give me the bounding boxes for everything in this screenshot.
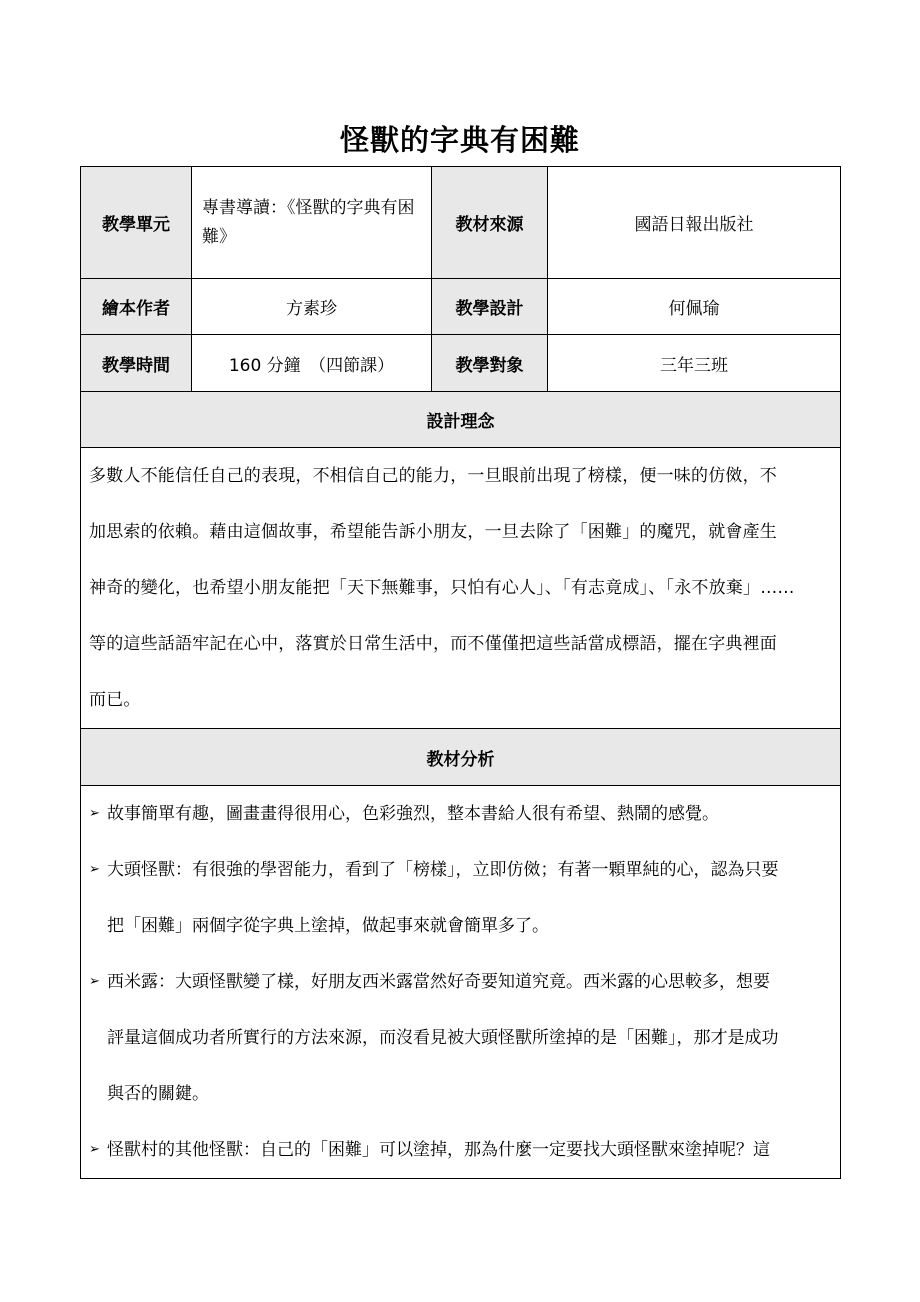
concept-header-row: [81, 392, 841, 448]
list-item: [89, 1122, 832, 1178]
concept-header: 設計理念: [81, 392, 841, 448]
list-item-line: 把「困難」兩個字從字典上塗掉，做起事來就會簡單多了。: [107, 916, 549, 936]
concept-body: [81, 448, 841, 729]
row-author-designer: [81, 279, 841, 335]
author-label: 繪本作者: [81, 279, 192, 335]
target-value: 三年三班: [548, 335, 841, 392]
list-item-line: 大頭怪獸：有很強的學習能力，看到了「榜樣」，立即仿傚；有著一顆單純的心，認為只要: [107, 860, 779, 880]
row-unit-source: [81, 167, 841, 279]
analysis-header: 教材分析: [81, 729, 841, 786]
source-value: 國語日報出版社: [548, 167, 841, 279]
target-label: 教學對象: [432, 335, 548, 392]
designer-value: 何佩瑜: [548, 279, 841, 335]
page-title: 怪獸的字典有困難: [339, 123, 580, 157]
analysis-body-row: [81, 786, 841, 1179]
list-item-line: 怪獸村的其他怪獸：自己的「困難」可以塗掉，那為什麼一定要找大頭怪獸來塗掉呢？這: [107, 1140, 770, 1160]
unit-label: 教學單元: [81, 167, 192, 279]
time-value: 160 分鐘 （四節課）: [192, 335, 432, 392]
concept-line: 而已。: [89, 690, 141, 710]
concept-body-row: [81, 448, 841, 729]
concept-line: 神奇的變化，也希望小朋友能把「天下無難事，只怕有心人」、「有志竟成」、「永不放棄」……: [89, 578, 795, 598]
list-item-line: 評量這個成功者所實行的方法來源，而沒看見被大頭怪獸所塗掉的是「困難」，那才是成功: [107, 1028, 779, 1048]
concept-line: 加思索的依賴。藉由這個故事，希望能告訴小朋友，一旦去除了「困難」的魔咒，就會產生: [89, 522, 777, 542]
arrow-bullet-icon: ➢: [89, 1142, 100, 1157]
author-value: 方素珍: [192, 279, 432, 335]
list-item-line: 故事簡單有趣，圖畫畫得很用心，色彩強烈，整本書給人很有希望、熱鬧的感覺。: [107, 804, 719, 824]
list-item: [89, 842, 832, 954]
arrow-bullet-icon: ➢: [89, 974, 100, 989]
lesson-plan-table: [80, 166, 841, 1179]
concept-line: 多數人不能信任自己的表現，不相信自己的能力，一旦眼前出現了榜樣，便一味的仿傚，不: [89, 466, 777, 486]
concept-line: 等的這些話語牢記在心中，落實於日常生活中，而不僅僅把這些話當成標語，擺在字典裡面: [89, 634, 777, 654]
arrow-bullet-icon: ➢: [89, 862, 100, 877]
unit-value: 專書導讀：《怪獸的字典有困難》: [192, 167, 432, 279]
list-item: [89, 954, 832, 1122]
designer-label: 教學設計: [432, 279, 548, 335]
list-item-line: 與否的關鍵。: [107, 1084, 209, 1104]
arrow-bullet-icon: ➢: [89, 806, 100, 821]
source-label: 教材來源: [432, 167, 548, 279]
analysis-body: [81, 786, 841, 1179]
analysis-header-row: [81, 729, 841, 786]
time-label: 教學時間: [81, 335, 192, 392]
list-item-line: 西米露：大頭怪獸變了樣，好朋友西米露當然好奇要知道究竟。西米露的心思較多，想要: [107, 972, 770, 992]
row-time-target: [81, 335, 841, 392]
list-item: [89, 786, 832, 842]
